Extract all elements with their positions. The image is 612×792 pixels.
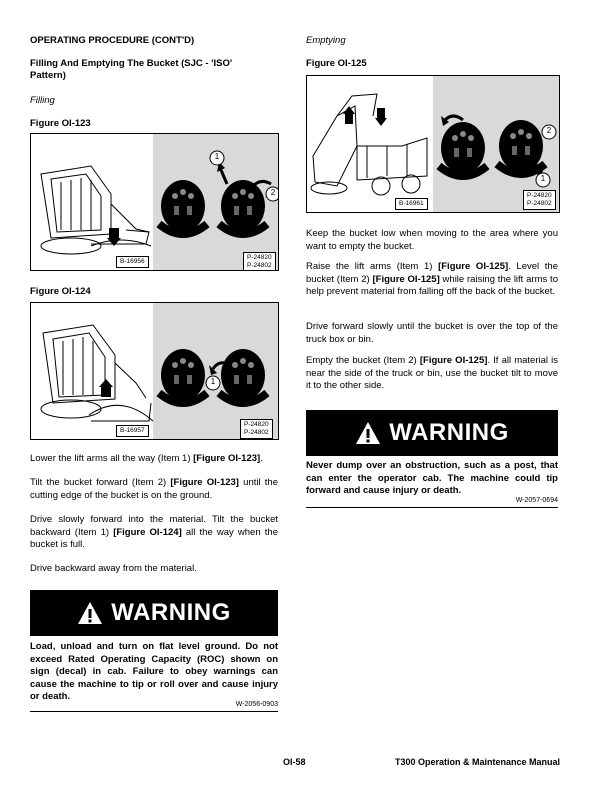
figure-oi-123 xyxy=(30,133,279,271)
image-code-right xyxy=(243,252,276,271)
text: Drive slowly forward into the material. Tilt the bucket backward (Item 1) xyxy=(30,514,278,538)
divider xyxy=(30,711,278,712)
text: Tilt the bucket forward (Item 2) xyxy=(30,477,171,488)
section-heading: OPERATING PROCEDURE (CONT'D) xyxy=(30,35,195,46)
warning-text: Never dump over an obstruction, such as a post, that can enter the operator cab. The machine could tip forward and cause injury or death. xyxy=(306,460,558,496)
code-right-2: P-24802 xyxy=(527,200,552,207)
arrow-level xyxy=(445,116,463,120)
text: all the way when the bucket is full. xyxy=(30,526,278,550)
paragraph-keep-low: Keep the bucket low when moving to the area where you want to empty the bucket. xyxy=(306,228,558,252)
figure-oi-125 xyxy=(306,75,560,213)
image-code-right xyxy=(240,419,273,439)
text: Lower the lift arms all the way (Item 1) xyxy=(30,453,194,464)
callout-1: 1 xyxy=(540,174,546,183)
arrow-up xyxy=(221,170,227,184)
arrow-tilt xyxy=(253,181,271,186)
page-number: OI-58 xyxy=(283,757,306,767)
text: Raise the lift arms (Item 1) xyxy=(306,261,439,272)
paragraph-drive-forward xyxy=(30,514,278,552)
warning-banner xyxy=(30,590,278,636)
skid-steer-illustration xyxy=(31,134,278,270)
text: Empty the bucket (Item 2) xyxy=(306,355,420,366)
warning-code: W-2056-0903 xyxy=(235,701,278,708)
emptying-label: Emptying xyxy=(306,35,346,46)
image-code-right xyxy=(523,190,556,210)
warning-title: WARNING xyxy=(389,419,509,446)
callout-1: 1 xyxy=(210,377,216,386)
text: . xyxy=(260,453,263,464)
figure-ref[interactable]: [Figure OI-125] xyxy=(372,273,440,285)
figure-oi-123-title: Figure OI-123 xyxy=(30,118,91,129)
figure-ref[interactable]: [Figure OI-123] xyxy=(193,453,261,464)
manual-title: T300 Operation & Maintenance Manual xyxy=(395,757,561,767)
image-code-left: B-16961 xyxy=(395,198,428,210)
figure-oi-125-title: Figure OI-125 xyxy=(306,58,367,69)
text: until the cutting edge of the bucket is on the ground. xyxy=(30,477,278,501)
paragraph-raise-arms xyxy=(306,261,558,299)
joystick-right xyxy=(219,349,267,403)
paragraph-lower-arms xyxy=(30,453,278,466)
figure-ref[interactable]: [Figure OI-125] xyxy=(438,261,509,272)
paragraph-tilt-forward xyxy=(30,477,278,502)
callout-2: 2 xyxy=(546,126,552,135)
warning-triangle-icon xyxy=(77,601,103,625)
code-right-2: P-24802 xyxy=(247,262,272,269)
truck-loading-illustration xyxy=(307,76,559,212)
joystick-left xyxy=(439,122,487,176)
code-right-2: P-24802 xyxy=(244,429,269,436)
figure-ref[interactable]: [Figure OI-124] xyxy=(113,526,182,538)
subheading: Filling And Emptying The Bucket (SJC - 'ISO' Pattern) xyxy=(30,58,233,81)
code-right-1: P-24820 xyxy=(244,421,269,428)
warning-code: W-2057-0694 xyxy=(515,497,558,504)
warning-title: WARNING xyxy=(111,599,231,626)
text: . Level the bucket (Item 2) xyxy=(306,261,558,285)
warning-triangle-icon xyxy=(355,421,381,445)
code-right-1: P-24820 xyxy=(247,254,272,261)
code-right-1: P-24820 xyxy=(527,192,552,199)
image-code-left: B-16957 xyxy=(116,425,149,437)
filling-label: Filling xyxy=(30,95,55,106)
figure-ref[interactable]: [Figure OI-125] xyxy=(419,355,488,366)
warning-text: Load, unload and turn on flat level ground. Do not exceed Rated Operating Capacity (ROC) shown on sign (decal) in cab. Failure to obey warnings can cause the machine to tip or roll over and cause injury or death. xyxy=(30,641,278,702)
joystick-left xyxy=(159,349,207,403)
joystick-left xyxy=(159,180,207,234)
callout-2: 2 xyxy=(270,188,276,197)
warning-banner xyxy=(306,410,558,456)
paragraph-empty-bucket xyxy=(306,355,558,393)
text: while raising the lift arms to help prevent material from falling off the back of the bucket. xyxy=(306,273,558,297)
image-code-left: B-16956 xyxy=(116,256,149,268)
text: . If all material is near the side of the truck or bin, use the bucket tilt to move it to the other side. xyxy=(306,355,558,391)
figure-oi-124-title: Figure OI-124 xyxy=(30,286,91,297)
figure-oi-124 xyxy=(30,302,279,440)
divider xyxy=(306,507,558,508)
paragraph-drive-backward: Drive backward away from the material. xyxy=(30,563,197,574)
callout-1: 1 xyxy=(214,152,220,161)
joystick-right xyxy=(219,180,267,234)
paragraph-drive-forward-slowly: Drive forward slowly until the bucket is over the top of the truck box or bin. xyxy=(306,321,558,345)
figure-ref[interactable]: [Figure OI-123] xyxy=(170,477,239,488)
